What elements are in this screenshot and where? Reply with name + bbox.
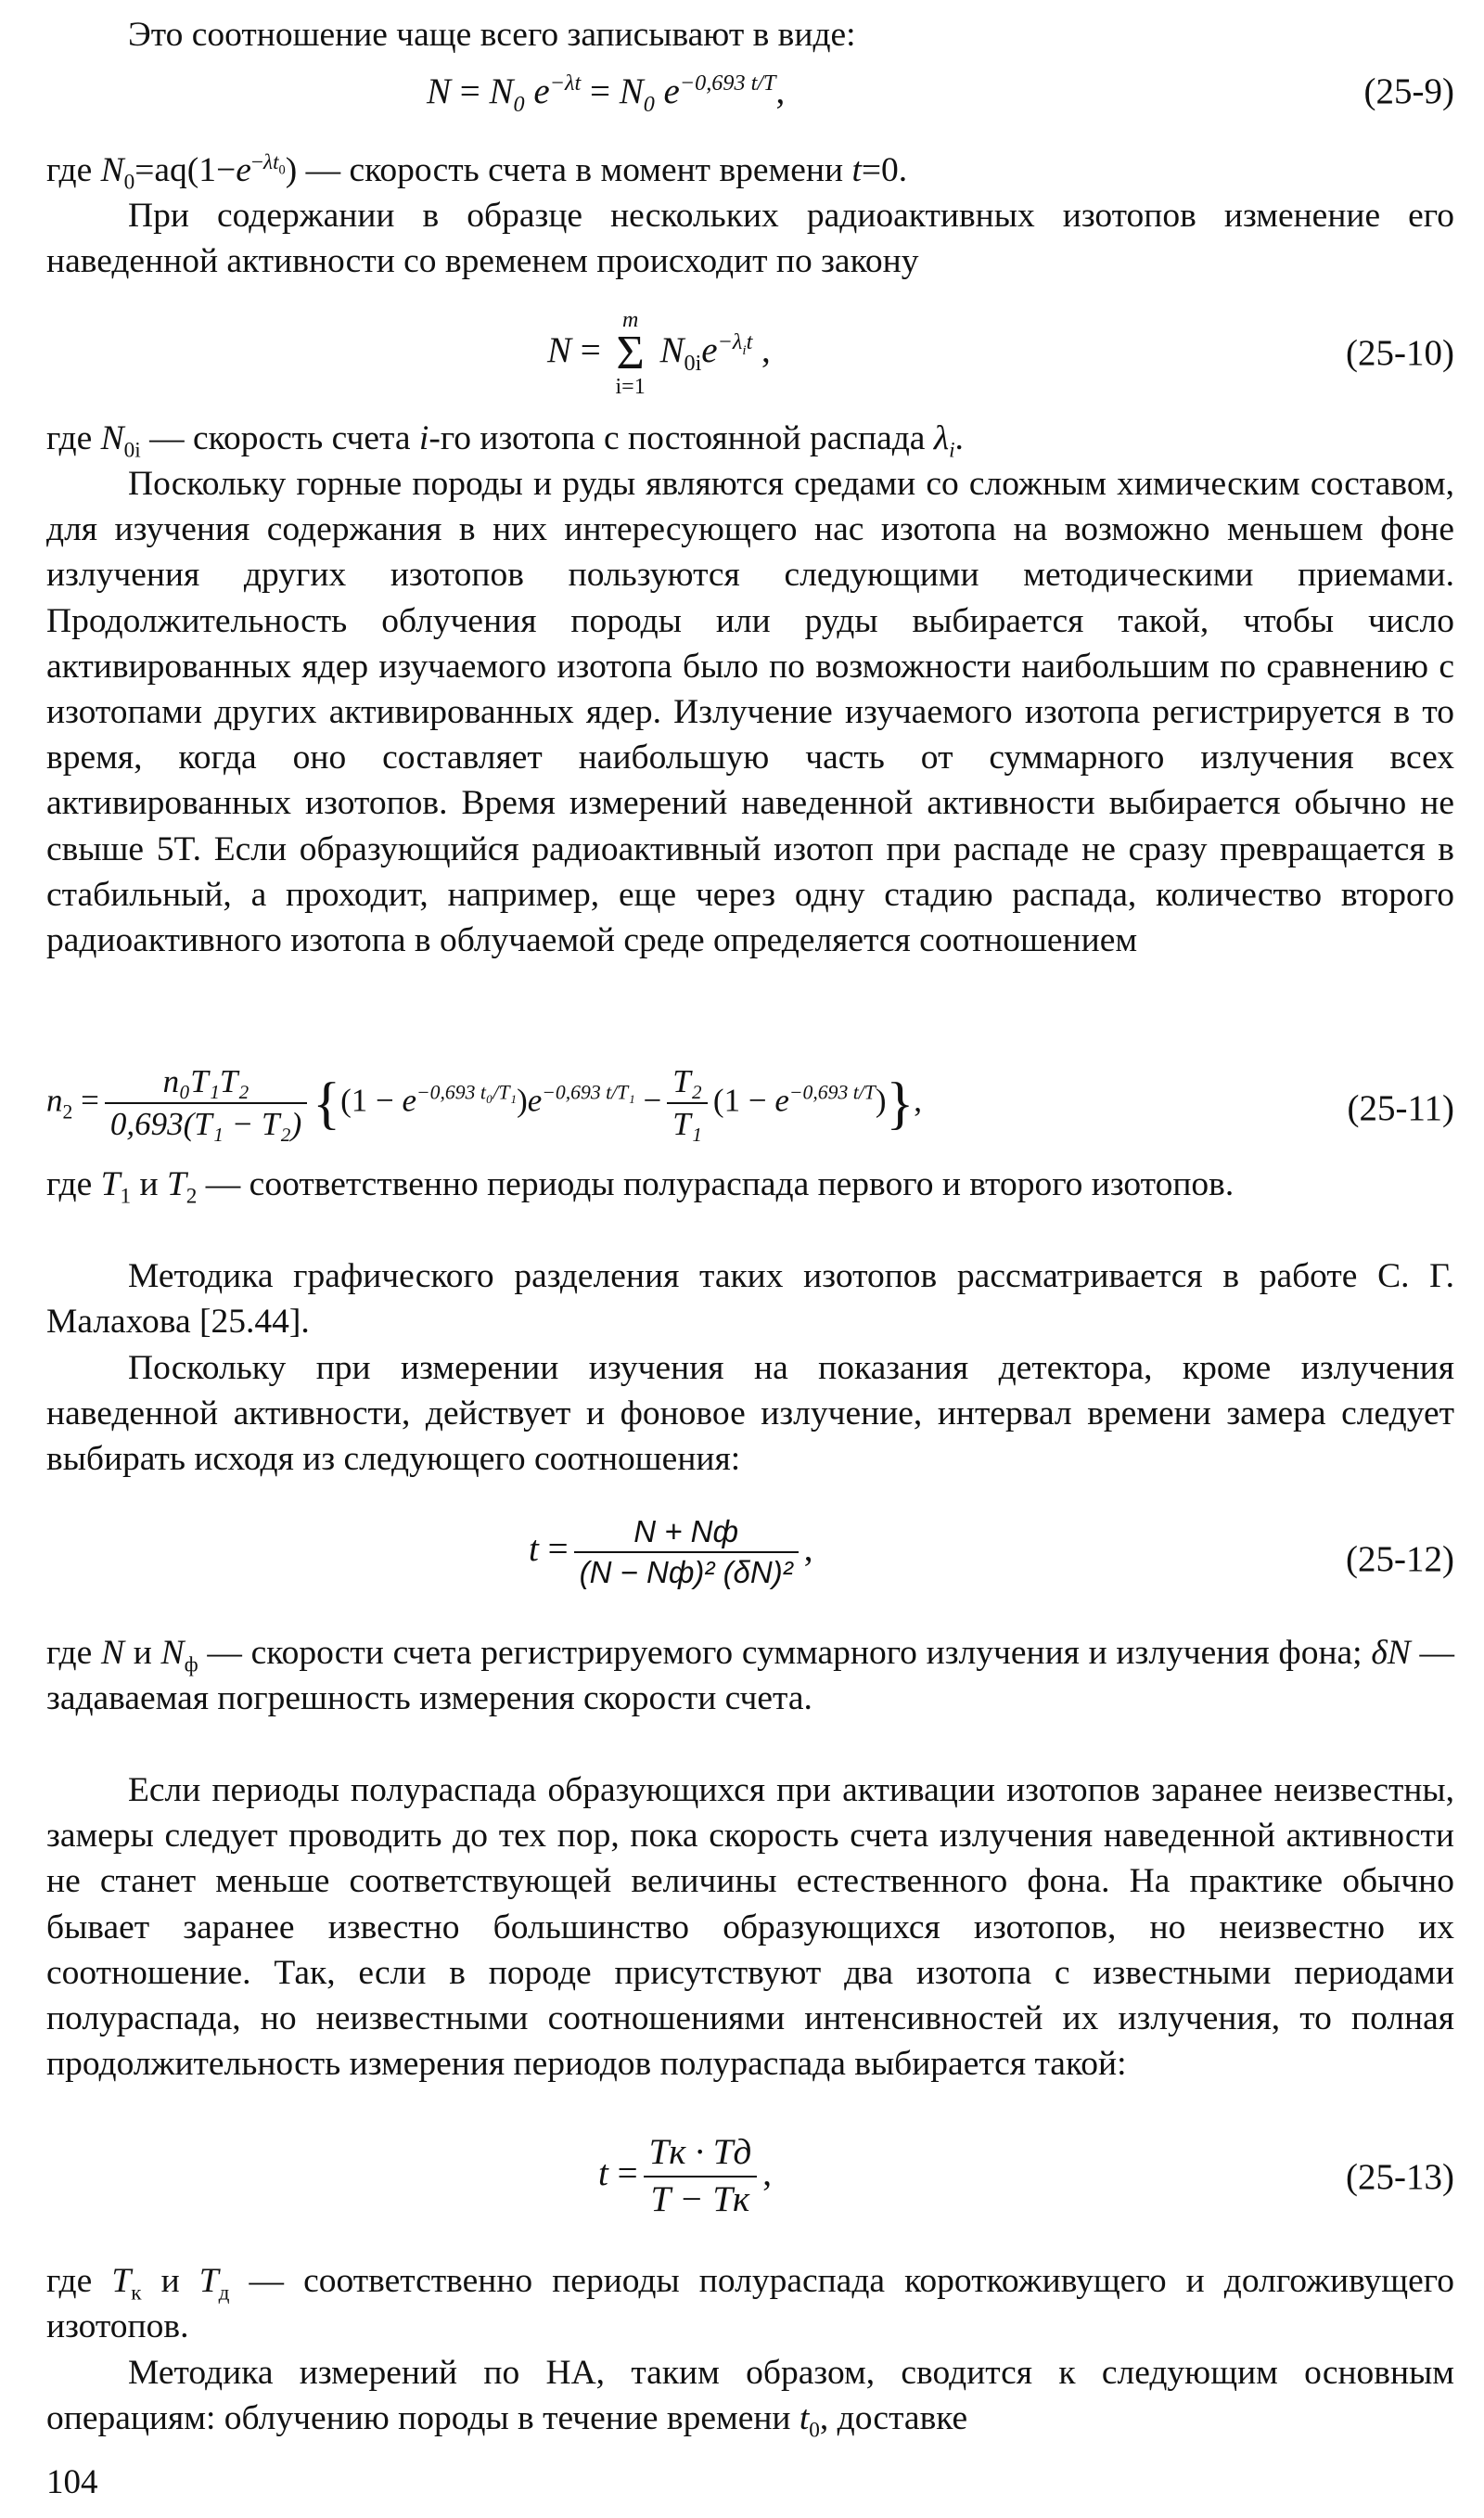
fraction: $\frac{Tк \cdot Tд}{T - Tк}$ xyxy=(644,2132,758,2221)
equation-number: (25-12) xyxy=(1346,1539,1454,1579)
document-page: Это соотношение чаще всего записывают в виде: $N = N_0$ $e^{-\lambda t} = N_0$ $e^{-0,693 t/T}$, (25-9) где $N_0=aq(1-e^{-\lambda t_0})$ — скорость счета в момент времени t=0. При содержании в образце нескольких радиоактивных изотопов изменение его наведенной активности со временем происходит по закону N = m Σ i=1 $N_{0i}e^{-\lambda_it}$ , (25-10) где $N_{0i}$ — скорость счета i-го изотопа с постоянной распада $\lambda_i$. Поскольку горные породы и руды являются средами со сложным химическим составом, для изучения содержания в них интересующего нас изотопа на возможно меньшем фоне излучения других изотопов пользуются следующими методическими приемами. Продолжительность облучения породы или руды выбирается такой, чтобы число активированных ядер изучаемого изотопа было по возможности наибольшим по сравнению с изотопами других активированных ядер. Излучение изучаемого изотопа регистрируется в то время, когда оно составляет наибольшую часть от суммарного излучения всех активированных изотопов. Время измерений наведенной активности выбирается обычно не свыше 5T. Если образующийся радиоактивный изотоп при распаде не сразу превращается в стабильный, а проходит, например, еще через одну стадию распада, количество второго радиоактивного изотопа в облучаемой среде определяется соотношением $n_2$ = $\frac{\text{n₀T₁T₂}}{\text{0,693(T₁ − T₂)}}$ {$(1 - e^{-0,693 t_0/T_1})e^{-0,693 t/T_1}$ − $\frac{\text{T₂}}{\text{T₁}}$ $(1 - e^{-0,693 t/T})$}, (25-11) где $T_1$ и $T_2$ — соответственно периоды полураспада первого и второго изотопов. Методика графического разделения таких изотопов рассматривается в работе С. Г. Малахова [25.44]. Поскольку при измерении изучения на показания детектора, кроме излучения наведенной активности, действует и фоновое излучение, интервал времени замера следует выбирать исходя из следующего соотношения: t = $\frac{N + Nф}{\text{(N − Nф)² (δN)²}}$ , (25-12) где N и $N_ф$ — скорости счета регистрируемого суммарного излучения и излучения фона; δN — задаваемая погрешность измерения скорости счета. Если периоды полураспада образующихся при активации изотопов заранее неизвестны, замеры следует проводить до тех пор, пока скорость счета излучения наведенной активности не станет меньше соответствующей величины естественного фона. На практике обычно бывает заранее известно большинство образующихся изотопов, но неизвестно их соотношение. Так, если в породе присутствуют два изотопа с известными периодами полураспада, но неизвестными соотношениями интенсивностей их излучения, то полная продолжительность измерения периодов полураспада выбирается такой: t = $\frac{Tк \cdot Tд}{T - Tк}$ , (25-13) где $T_к$ и $T_д$ — соответственно периоды полураспада короткоживущего и долгоживущего изотопов. Методика измерений по НА, таким образом, сводится к следующим основным операциям: облучению породы в течение времени $t_0$, доставке 104 xyxy=(0,0,1484,2518)
sum-symbol: m Σ i=1 xyxy=(615,308,646,399)
fraction: $\frac{N + Nф}{\text{(N − Nф)² (δN)²}}$ xyxy=(574,1514,799,1590)
paragraph-tk-td-definition: где $T_к$ и $T_д$ — соответственно периоды полураспада короткоживущего и долгоживущего изотопов. xyxy=(46,2262,1454,2346)
paragraph-graphical-method: Методика графического разделения таких изотопов рассматривается в работе С. Г. Малахова [25.44]. xyxy=(46,1257,1454,1342)
equation-number: (25-11) xyxy=(1347,1088,1454,1128)
paragraph-unknown-half-lives: Если периоды полураспада образующихся при активации изотопов заранее неизвестны, замеры следует проводить до тех пор, пока скорость счета излучения наведенной активности не станет меньше соответствующей величины естественного фона. На практике обычно бывает заранее известно большинство образующихся изотопов, но неизвестно их соотношение. Так, если в породе присутствуют два изотопа с известными периодами полураспада, но неизвестными соотношениями интенсивностей их излучения, то полная продолжительность измерения периодов полураспада выбирается такой: xyxy=(46,1771,1454,2084)
equation-25-13: t = $\frac{Tк \cdot Tд}{T - Tк}$ , (25-13) xyxy=(598,2132,1454,2219)
equation-25-10: N = m Σ i=1 $N_{0i}e^{-\lambda_it}$ , (25-10) xyxy=(547,308,1454,399)
paragraph-t1-t2-definition: где $T_1$ и $T_2$ — соответственно периоды полураспада первого и второго изотопов. xyxy=(46,1165,1235,1209)
page-number: 104 xyxy=(46,2463,98,2501)
equation-25-12: t = $\frac{N + Nф}{\text{(N − Nф)² (δN)²}}$ , (25-12) xyxy=(529,1514,1454,1589)
equation-number: (25-13) xyxy=(1346,2157,1454,2197)
equation-number: (25-10) xyxy=(1346,333,1454,373)
paragraph-n0i-definition: где $N_{0i}$ — скорость счета i-го изотопа с постоянной распада $\lambda_i$. xyxy=(46,419,964,463)
fraction: $\frac{\text{n₀T₁T₂}}{\text{0,693(T₁ − T₂)}}$ xyxy=(105,1063,307,1144)
paragraph-methodology: Поскольку горные породы и руды являются средами со сложным химическим составом, для изучения содержания в них интересующего нас изотопа на возможно меньшем фоне излучения других изотопов пользуются следующими методическими приемами. Продолжительность облучения породы или руды выбирается такой, чтобы число активированных ядер изучаемого изотопа было по возможности наибольшим по сравнению с изотопами других активированных ядер. Излучение изучаемого изотопа регистрируется в то время, когда оно составляет наибольшую часть от суммарного излучения всех активированных изотопов. Время измерений наведенной активности выбирается обычно не свыше 5T. Если образующийся радиоактивный изотоп при распаде не сразу превращается в стабильный, а проходит, например, еще через одну стадию распада, количество второго радиоактивного изотопа в облучаемой среде определяется соотношением xyxy=(46,465,1454,960)
paragraph-na-operations: Методика измерений по НА, таким образом, сводится к следующим основным операциям: облучению породы в течение времени $t_0$, доставке xyxy=(46,2354,1454,2443)
paragraph-n-nf-definition: где N и $N_ф$ — скорости счета регистрируемого суммарного излучения и излучения фона; δN — задаваемая погрешность измерения скорости счета. xyxy=(46,1634,1455,1718)
paragraph-n0-definition: где $N_0=aq(1-e^{-\lambda t_0})$ — скорость счета в момент времени t=0. xyxy=(46,149,908,195)
paragraph-several-isotopes: При содержании в образце нескольких радиоактивных изотопов изменение его наведенной активности со временем происходит по закону xyxy=(46,197,1454,281)
equation-number: (25-9) xyxy=(1363,71,1454,111)
paragraph-intro: Это соотношение чаще всего записывают в виде: xyxy=(128,16,856,54)
paragraph-measurement-interval: Поскольку при измерении изучения на показания детектора, кроме излучения наведенной активности, действует и фоновое излучение, интервал времени замера следует выбирать исходя из следующего соотношения: xyxy=(46,1349,1454,1479)
equation-25-11: $n_2$ = $\frac{\text{n₀T₁T₂}}{\text{0,693(T₁ − T₂)}}$ {$(1 - e^{-0,693 t_0/T_1})e^{-0,693 t/T_1}$ − $\frac{\text{T₂}}{\text{T₁}}$ $(1 - e^{-0,693 t/T})$}, (25-11) xyxy=(46,1063,1454,1143)
fraction: $\frac{\text{T₂}}{\text{T₁}}$ xyxy=(667,1063,708,1144)
